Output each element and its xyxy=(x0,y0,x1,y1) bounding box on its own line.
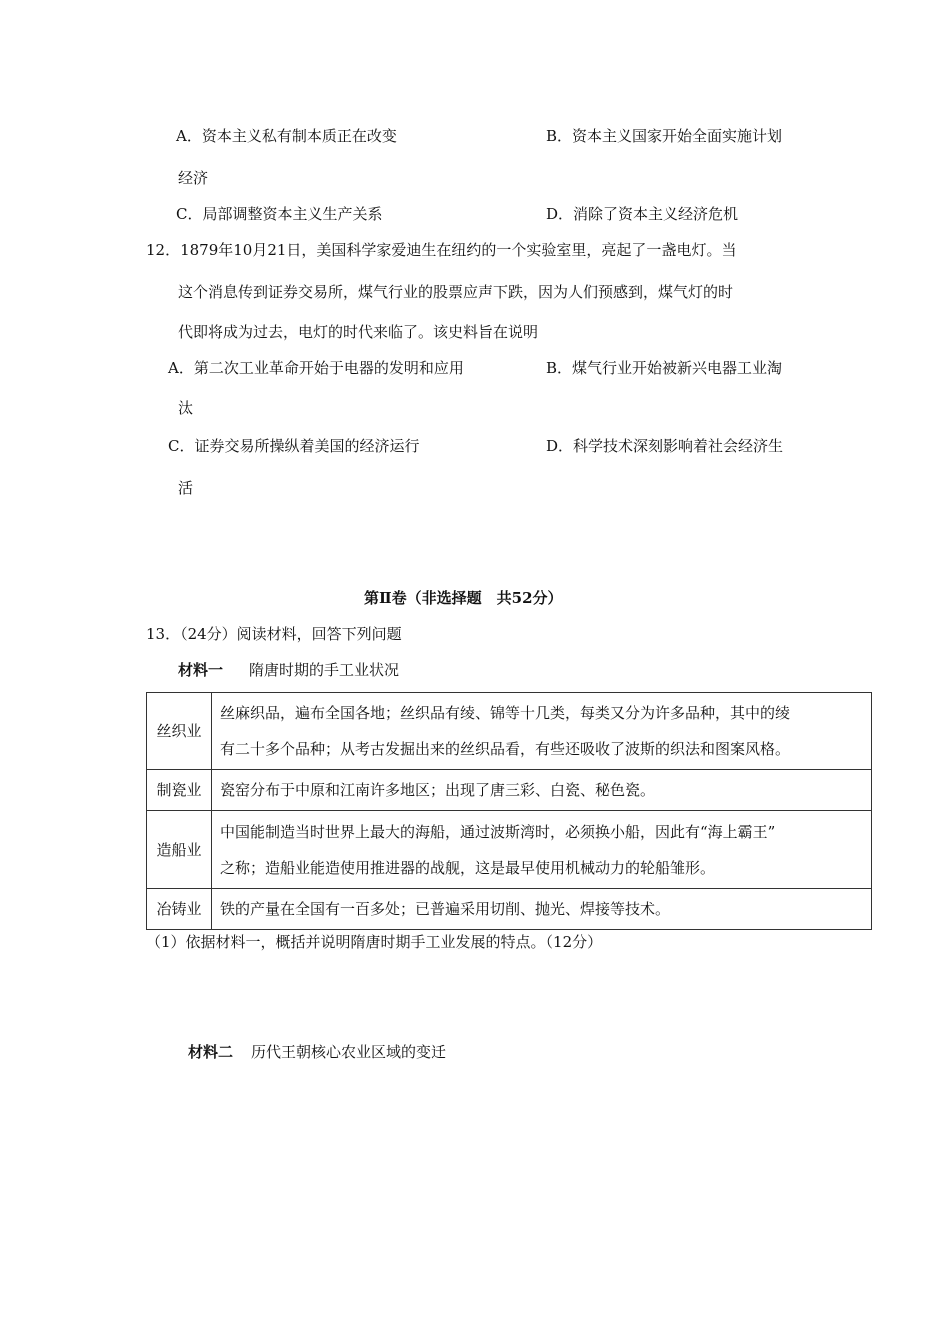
q12-option-b-continued: 汰 xyxy=(178,399,194,417)
q12-stem-line-1: 12．1879年10月21日，美国科学家爱迪生在纽约的一个实验室里，亮起了一盏电灯。当 xyxy=(146,241,737,259)
material-1-label: 材料一 xyxy=(178,661,224,679)
material-2-title: 历代王朝核心农业区域的变迁 xyxy=(251,1043,447,1061)
table-cell-category: 制瓷业 xyxy=(147,770,212,811)
q12-option-d-continued: 活 xyxy=(178,479,194,497)
material-1-table xyxy=(146,692,872,930)
material-2-heading xyxy=(188,1042,446,1062)
table-cell-description xyxy=(212,889,872,930)
q12-stem-line-2: 这个消息传到证券交易所，煤气行业的股票应声下跌，因为人们预感到，煤气灯的时 xyxy=(178,283,734,301)
table-cell-category: 造船业 xyxy=(147,811,212,889)
q12-option-a: A．第二次工业革命开始于电器的发明和应用 xyxy=(168,359,464,377)
q11-option-d: D．消除了资本主义经济危机 xyxy=(546,205,739,223)
table-cell-line: 之称；造船业能造使用推进器的战舰，这是最早使用机械动力的轮船雏形。 xyxy=(220,858,716,877)
table-cell-category: 冶铸业 xyxy=(147,889,212,930)
table-cell-description xyxy=(212,693,872,770)
table-cell-line: 中国能制造当时世界上最大的海船，通过波斯湾时，必须换小船，因此有“海上霸王” xyxy=(220,822,776,841)
table-cell-description xyxy=(212,811,872,889)
section-2-title: 第Ⅱ卷（非选择题 共52分） xyxy=(364,589,563,607)
material-1-title: 隋唐时期的手工业状况 xyxy=(249,661,400,679)
table-row xyxy=(147,889,872,930)
material-1-heading xyxy=(178,660,399,680)
table-cell-line: 丝麻织品，遍布全国各地；丝织品有绫、锦等十几类，每类又分为许多品种，其中的绫 xyxy=(220,704,791,722)
q13-stem: 13．（24分）阅读材料，回答下列问题 xyxy=(146,625,402,643)
table-row xyxy=(147,693,872,770)
q12-option-b: B．煤气行业开始被新兴电器工业淘 xyxy=(546,359,783,377)
q11-option-b-continued: 经济 xyxy=(178,169,209,187)
q12-option-c: C．证券交易所操纵着美国的经济运行 xyxy=(168,437,420,455)
q11-option-c: C．局部调整资本主义生产关系 xyxy=(176,205,383,223)
table-cell-line: 有二十多个品种；从考古发掘出来的丝织品看，有些还吸收了波斯的织法和图案风格。 xyxy=(220,740,791,758)
q11-option-a: A．资本主义私有制本质正在改变 xyxy=(176,127,397,145)
table-cell-category: 丝织业 xyxy=(147,693,212,770)
q12-option-d: D．科学技术深刻影响着社会经济生 xyxy=(546,437,784,455)
q12-stem-line-3: 代即将成为过去，电灯的时代来临了。该史料旨在说明 xyxy=(178,323,539,341)
table-cell-description xyxy=(212,770,872,811)
table-cell-line: 瓷窑分布于中原和江南许多地区；出现了唐三彩、白瓷、秘色瓷。 xyxy=(220,781,656,799)
table-row xyxy=(147,770,872,811)
table-cell-line: 铁的产量在全国有一百多处；已普遍采用切削、抛光、焊接等技术。 xyxy=(220,900,671,918)
q13-sub-question-1: （1）依据材料一，概括并说明隋唐时期手工业发展的特点。（12分） xyxy=(146,933,603,951)
material-2-label: 材料二 xyxy=(188,1043,234,1061)
table-row xyxy=(147,811,872,889)
q11-option-b: B．资本主义国家开始全面实施计划 xyxy=(546,127,783,145)
